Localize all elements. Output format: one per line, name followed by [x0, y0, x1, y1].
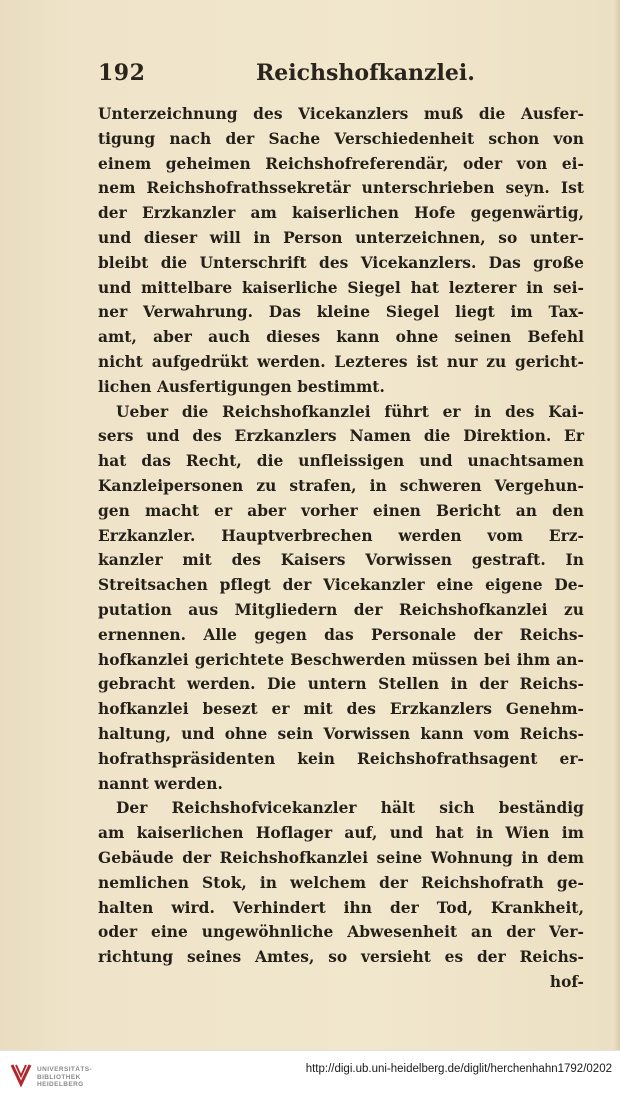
ub-heidelberg-logo-icon[interactable] — [9, 1062, 33, 1088]
catchword: hof- — [549, 972, 584, 991]
text-line: und dieser will in Person unterzeichnen, so unter- — [98, 228, 584, 247]
text-line: Erzkanzler. Hauptverbrechen werden vom Erz- — [98, 526, 584, 545]
text-line: und mittelbare kaiserliche Siegel hat lezterer in sei- — [98, 278, 584, 297]
text-line: nemlichen Stok, in welchem der Reichshofrath ge- — [98, 873, 584, 892]
text-line: nannt werden. — [98, 774, 223, 793]
text-line: haltung, und ohne sein Vorwissen kann vom Reichs- — [98, 724, 584, 743]
text-line: gen macht er aber vorher einen Bericht an den — [98, 501, 584, 520]
text-line: nicht aufgedrükt werden. Lezteres ist nur zu gericht- — [98, 352, 584, 371]
text-line: bleibt die Unterschrift des Vicekanzlers. Das große — [98, 253, 584, 272]
text-line: lichen Ausfertigungen bestimmt. — [98, 377, 385, 396]
library-name-line: BIBLIOTHEK — [37, 1073, 81, 1081]
text-line: ernennen. Alle gegen das Personale der Reichs- — [98, 625, 584, 644]
library-name — [37, 1066, 92, 1089]
text-line: hofrathspräsidenten kein Reichshofrathsagent er- — [98, 749, 584, 768]
text-line: halten wird. Verhindert ihn der Tod, Krankheit, — [98, 898, 584, 917]
text-line: richtung seines Amtes, so versieht es der Reichs- — [98, 948, 584, 967]
viewer-footer — [0, 1050, 620, 1099]
library-name-line: HEIDELBERG — [37, 1081, 84, 1088]
text-line: amt, aber auch dieses kann ohne seinen Befehl — [98, 328, 584, 347]
running-head: Reichshofkanzlei. — [256, 60, 475, 86]
text-line: Gebäude der Reichshofkanzlei seine Wohnung in dem — [98, 848, 584, 867]
text-line: Kanzleipersonen zu strafen, in schweren Vergehun- — [98, 476, 584, 495]
body-text — [98, 102, 584, 995]
text-line: einem geheimen Reichshofreferendär, oder von ei- — [98, 154, 584, 173]
text-line: putation aus Mitgliedern der Reichshofkanzlei zu — [98, 600, 584, 619]
text-line: gebracht werden. Die untern Stellen in der Reichs- — [98, 675, 584, 694]
text-line: Unterzeichnung des Vicekanzlers muß die Ausfer- — [98, 105, 584, 123]
text-line: hofkanzlei besezt er mit des Erzkanzlers Genehm- — [98, 700, 584, 719]
text-line: hat das Recht, die unfleissigen und unachtsamen — [98, 452, 584, 471]
text-line: sers und des Erzkanzlers Namen die Direktion. Er — [98, 427, 584, 446]
text-line: hofkanzlei gerichtete Beschwerden müssen bei ihm an- — [98, 650, 584, 669]
text-line: Streitsachen pflegt der Vicekanzler eine eigene De- — [98, 576, 584, 595]
text-line: am kaiserlichen Hoflager auf, und hat in Wien im — [98, 824, 584, 843]
text-line: oder eine ungewöhnliche Abwesenheit an der Ver- — [98, 923, 584, 942]
text-line: der Erzkanzler am kaiserlichen Hofe gegenwärtig, — [98, 204, 584, 223]
text-line: ner Verwahrung. Das kleine Siegel liegt im Tax- — [98, 303, 584, 322]
text-line: tigung nach der Sache Verschiedenheit schon von — [98, 129, 584, 148]
paragraph-start-line: Ueber die Reichshofkanzlei führt er in des Kai- — [116, 402, 584, 421]
page-header — [98, 60, 558, 90]
paragraph-start-line: Der Reichshofvicekanzler hält sich beständig — [116, 799, 584, 818]
text-line: kanzler mit des Kaisers Vorwissen gestraft. In — [98, 551, 584, 570]
library-name-line: UNIVERSITÄTS- — [37, 1066, 93, 1073]
page-number: 192 — [98, 60, 146, 86]
source-url-link[interactable]: http://digi.ub.uni-heidelberg.de/diglit/herchenhahn1792/0202 — [305, 1063, 612, 1075]
text-line: nem Reichshofrathssekretär unterschrieben seyn. Ist — [98, 179, 584, 198]
